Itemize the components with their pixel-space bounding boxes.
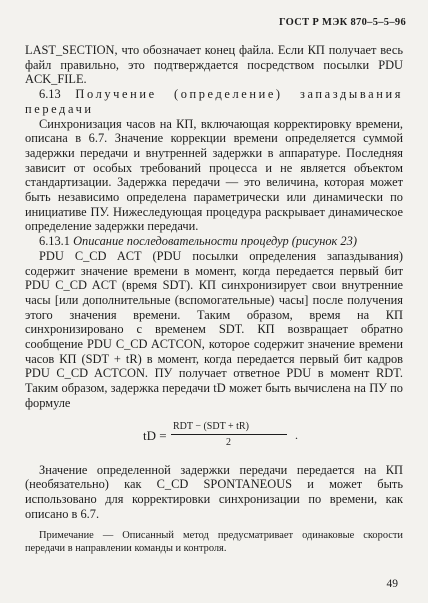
paragraph-synchronization: Синхронизация часов на КП, включающая корректировку времени, описана в 6.7. Значение коррекции времени определяется суммой задержки передачи и внутренней задержки в аппаратуре. Последняя зависит от особых требований процесса и не является объектом стандартизации. Задержка передачи — это величина, которая может быть независимо определена параметрически или динамически по инициативе ПУ. Нижеследующая процедура раскрывает динамическое определение задержки передачи. bbox=[25, 116, 403, 234]
paragraph-spontaneous: Значение определенной задержки передачи передается на КП (необязательно) как C_CD SPONTANEOUS и может быть использовано для корректировки синхронизации по времени, как описано в 6.7. bbox=[25, 462, 403, 521]
section-6-13-heading bbox=[25, 87, 403, 116]
formula-numerator: RDT − (SDT + tR) bbox=[173, 420, 249, 432]
formula-end: . bbox=[295, 427, 298, 442]
section-6-13-1-heading bbox=[25, 234, 403, 249]
fraction-bar bbox=[171, 434, 287, 435]
page-content bbox=[25, 43, 403, 566]
formula-lhs: tD = bbox=[143, 427, 167, 443]
paragraph-cd-act: PDU C_CD ACT (PDU посылки определения запаздывания) содержит значение времени в момент, когда передается первый бит PDU C_CD ACT (время SDT). КП синхронизирует свои внутренние часы [или дополнительные (вспомогательные) часы] после получения этого значения времени. Таким образом, время на КП синхронизировано с временем SDT. КП возвращает обратно сообщение PDU C_CD ACTCON, которое содержит значение времени часов КП (SDT + tR) в момент, когда передается первый бит кадров PDU C_CD ACTCON. ПУ получает ответное PDU в момент RDT. Таким образом, задержка передачи tD может быть вычислена на ПУ по формуле bbox=[25, 248, 403, 410]
formula-denominator: 2 bbox=[226, 436, 231, 448]
subsection-title: Описание последовательности процедур (рисунок 23) bbox=[73, 234, 357, 249]
paragraph-last-section: LAST_SECTION, что обозначает конец файла. Если КП получает весь файл правильно, это подтверждается посредством посылки PDU ACK_FILE. bbox=[25, 43, 403, 87]
delay-formula bbox=[25, 419, 403, 453]
note: Примечание — Описанный метод предусматривает одинаковые скорости передачи в направлении команды и контроля. bbox=[25, 530, 403, 555]
page-number: 49 bbox=[386, 578, 398, 590]
subsection-number: 6.13.1 bbox=[39, 234, 70, 249]
section-number: 6.13 bbox=[39, 87, 61, 102]
standard-header: ГОСТ Р МЭК 870–5–5–96 bbox=[278, 17, 406, 28]
section-title: Получение (определение) запаздывания передачи bbox=[25, 87, 403, 116]
